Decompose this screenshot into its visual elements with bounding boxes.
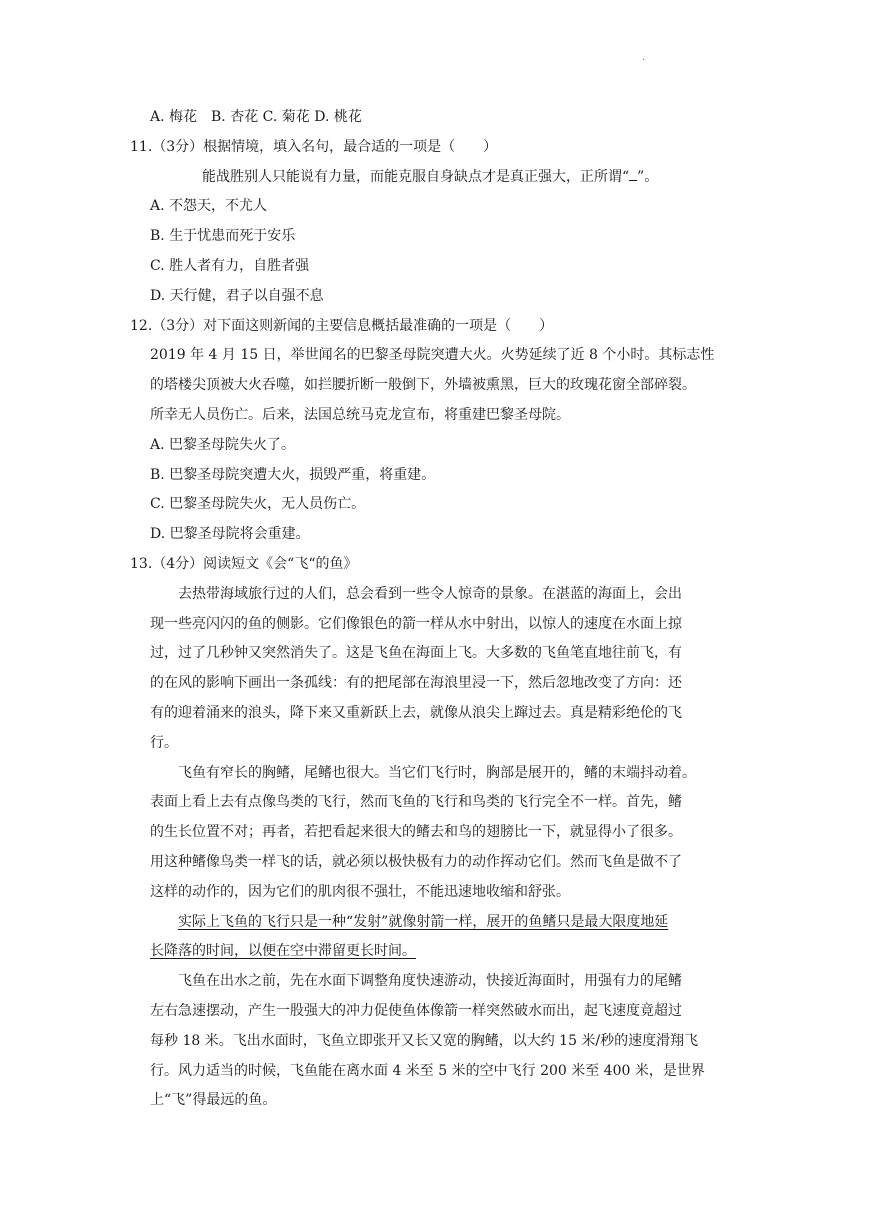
q11-context-before: 能战胜别人只能说有力量，而能克服自身缺点才是真正强大，正所谓“ bbox=[202, 168, 630, 185]
q12-option-a: A. 巴黎圣母院失火了。 bbox=[150, 436, 296, 453]
q11-option-b: B. 生于忧患而死于安乐 bbox=[150, 228, 296, 245]
exam-page bbox=[130, 103, 742, 1116]
q11-context bbox=[130, 163, 742, 193]
q12-option-c: C. 巴黎圣母院失火，无人员伤亡。 bbox=[150, 496, 366, 513]
paragraph-line: 上“飞”得最远的鱼。 bbox=[150, 1092, 277, 1109]
paragraph-line: 的在风的影响下画出一条孤线：有的把尾部在海浪里浸一下，然后忽地改变了方向：还 bbox=[150, 675, 682, 692]
underlined-line: 实际上飞鱼的飞行只是一种“发射”就像射箭一样，展开的鱼鳍只是最大限度地延 bbox=[178, 913, 669, 930]
q13-paragraph-1 bbox=[130, 580, 742, 759]
paragraph-line: 过，过了几秒钟又突然消失了。这是飞鱼在海面上飞。大多数的飞鱼笔直地往前飞，有 bbox=[150, 645, 682, 662]
q12-news-line: 所幸无人员伤亡。后来，法国总统马克龙宣布，将重建巴黎圣母院。 bbox=[150, 406, 570, 423]
q12-news-line: 的塔楼尖顶被大火吞噬，如拦腰折断一般倒下，外墙被熏黑，巨大的玫瑰花窗全部碎裂。 bbox=[150, 377, 696, 394]
q11-option-a: A. 不怨天，不尤人 bbox=[150, 198, 268, 215]
q13-stem: 13.（4分）阅读短文《会“飞“的鱼》 bbox=[130, 555, 358, 572]
q12-option-d: D. 巴黎圣母院将会重建。 bbox=[150, 526, 310, 543]
paragraph-line: 去热带海域旅行过的人们，总会看到一些令人惊奇的景象。在湛蓝的海面上，会出 bbox=[178, 585, 682, 602]
q12-news-line: 2019 年 4 月 15 日，举世闻名的巴黎圣母院突遭大火。火势延续了近 8 个小时。其标志性 bbox=[150, 347, 715, 364]
q12-option-b: B. 巴黎圣母院突遭大火，损毁严重，将重建。 bbox=[150, 466, 436, 483]
corner-mark: . bbox=[642, 52, 646, 63]
paragraph-line: 飞鱼在出水之前，先在水面下调整角度快速游动，快接近海面时，用强有力的尾鳍 bbox=[178, 973, 682, 990]
q11-context-after: ”。 bbox=[637, 168, 659, 185]
paragraph-line: 每秒 18 米。飞出水面时，飞鱼立即张开又长又宽的胸鳍，以大约 15 米/秒的速度滑翔飞 bbox=[150, 1032, 699, 1049]
paragraph-line: 行。风力适当的时候，飞鱼能在离水面 4 米至 5 米的空中飞行 200 米至 400 米，是世界 bbox=[150, 1062, 705, 1079]
paragraph-line: 有的迎着涌来的浪头，降下来又重新跃上去，就像从浪尖上蹿过去。真是精彩绝伦的飞 bbox=[150, 704, 682, 721]
paragraph-line: 飞鱼有窄长的胸鳍，尾鳍也很大。当它们飞行时，胸部是展开的，鳍的末端抖动着。 bbox=[178, 764, 696, 781]
q11-option-c: C. 胜人者有力，自胜者强 bbox=[150, 257, 310, 274]
paragraph-line-wrap bbox=[130, 937, 742, 967]
underlined-line: 长降落的时间，以便在空中滞留更长时间。 bbox=[150, 943, 416, 960]
paragraph-line-wrap bbox=[130, 908, 742, 938]
q12-stem: 12.（3分）对下面这则新闻的主要信息概括最准确的一项是（ ） bbox=[130, 317, 554, 334]
q11-option-d: D. 天行健，君子以自强不息 bbox=[150, 287, 324, 304]
paragraph-line: 表面上看上去有点像鸟类的飞行，然而飞鱼的飞行和鸟类的飞行完全不一样。首先，鳍 bbox=[150, 794, 682, 811]
paragraph-line: 左右急速摆动，产生一股强大的冲力促使鱼体像箭一样突然破水而出，起飞速度竟超过 bbox=[150, 1002, 682, 1019]
q11-stem: 11.（3分）根据情境，填入名句，最合适的一项是（ ） bbox=[130, 138, 498, 155]
paragraph-line: 行。 bbox=[150, 734, 178, 751]
paragraph-line: 这样的动作的，因为它们的肌肉很不强壮，不能迅速地收缩和舒张。 bbox=[150, 883, 570, 900]
paragraph-line: 的生长位置不对；再者，若把看起来很大的鳍去和鸟的翅膀比一下，就显得小了很多。 bbox=[150, 824, 682, 841]
q13-paragraph-2 bbox=[130, 759, 742, 908]
answer-blank bbox=[629, 166, 637, 181]
q10-options: A. 梅花 B. 杏花 C. 菊花 D. 桃花 bbox=[150, 109, 362, 125]
paragraph-line: 用这种鳍像鸟类一样飞的话，就必须以极快极有力的动作挥动它们。然而飞鱼是做不了 bbox=[150, 853, 682, 870]
paragraph-line: 现一些亮闪闪的鱼的侧影。它们像银色的箭一样从水中射出，以惊人的速度在水面上掠 bbox=[150, 615, 682, 632]
q13-paragraph-3-underlined bbox=[130, 908, 742, 968]
q13-paragraph-4 bbox=[130, 967, 742, 1116]
